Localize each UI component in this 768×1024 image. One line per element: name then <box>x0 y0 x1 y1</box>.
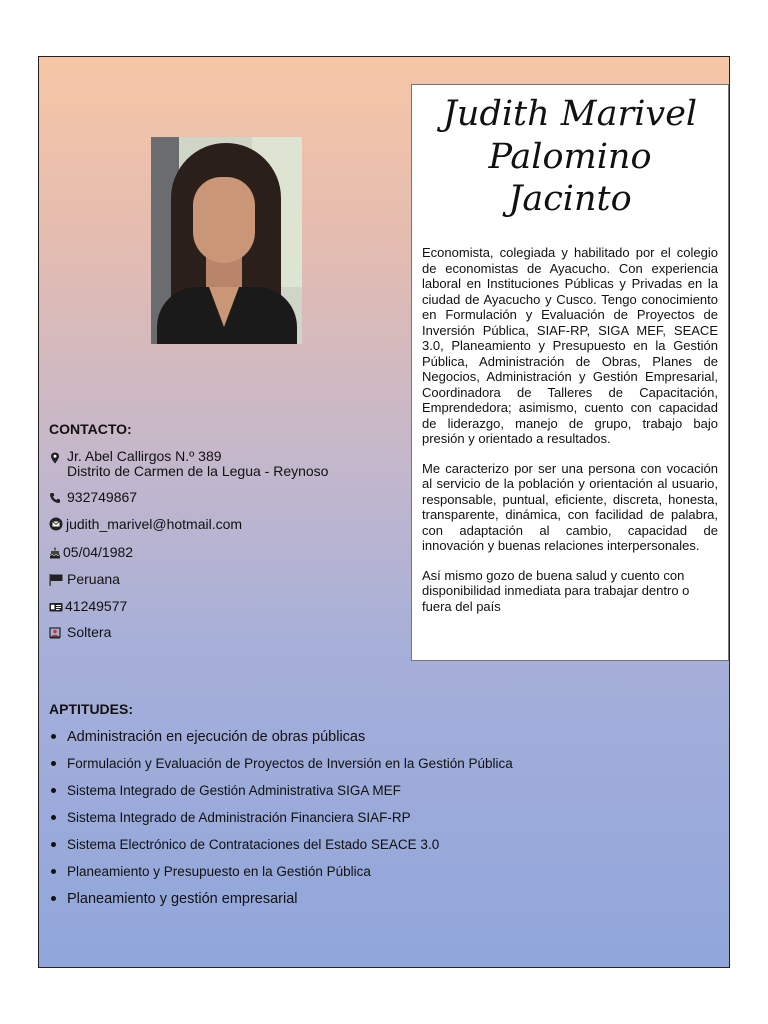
flag-icon <box>49 573 63 585</box>
contact-email: judith_marivel@hotmail.com <box>49 516 242 532</box>
profile-photo <box>151 137 302 344</box>
contact-birthdate: 05/04/1982 <box>49 544 133 560</box>
email-icon <box>49 517 63 531</box>
phone-icon <box>49 491 61 503</box>
location-pin-icon <box>49 451 61 463</box>
contact-address: Jr. Abel Callirgos N.º 389 Distrito de Carmen de la Legua - Reynoso <box>49 449 328 479</box>
skills-heading: APTITUDES: <box>49 701 133 717</box>
list-item: Formulación y Evaluación de Proyectos de Inversión en la Gestión Pública <box>49 754 513 781</box>
candidate-name: Judith Marivel Palomino Jacinto <box>442 94 698 220</box>
skills-list <box>49 727 513 916</box>
list-item: Planeamiento y gestión empresarial <box>49 889 513 916</box>
cv-page <box>38 56 730 968</box>
contact-phone: 932749867 <box>49 489 137 505</box>
portrait-icon <box>49 626 61 638</box>
list-item: Planeamiento y Presupuesto en la Gestión Pública <box>49 862 513 889</box>
list-item: Sistema Integrado de Gestión Administrativa SIGA MEF <box>49 781 513 808</box>
bio-panel <box>411 84 729 661</box>
id-card-icon <box>49 600 63 612</box>
bio-paragraph-3: Así mismo gozo de buena salud y cuento con disponibilidad inmediata para trabajar dentro o fuera del país <box>422 567 690 614</box>
contact-nationality: Peruana <box>49 571 120 587</box>
list-item: Administración en ejecución de obras públicas <box>49 727 513 754</box>
cake-icon <box>49 546 61 558</box>
contact-civil-status: Soltera <box>49 624 111 640</box>
bio-paragraph-1: Economista, colegiada y habilitado por el colegio de economistas de Ayacucho. Con experiencia laboral en Instituciones Públicas y Privadas en la ciudad de Ayacucho y Cusco. Tengo conocimiento en Formulación y Evaluación de Proyectos de Inversión Pública, SIAF-RP, SIGA MEF, SEACE 3.0, Planeamiento y Presupuesto en la Gestión Pública, Administración de Obras, Planes de Negocios, Administración y Gestión Empresarial, Coordinadora de Talleres de Capacitación, Emprendedora; asimismo, cuento con capacidad de liderazgo, manejo de grupo, trabajo bajo presión y orientado a resultados. <box>422 245 718 447</box>
contact-heading: CONTACTO: <box>49 421 132 437</box>
bio-paragraph-2: Me caracterizo por ser una persona con vocación al servicio de la población y orientación al usuario, responsable, puntual, eficiente, discreta, honesta, transparente, dinámica, con facilidad de palabra, con adaptación al cambio, capacidad de innovación y buenas relaciones interpersonales. <box>422 460 718 554</box>
list-item: Sistema Electrónico de Contrataciones del Estado SEACE 3.0 <box>49 835 513 862</box>
list-item: Sistema Integrado de Administración Financiera SIAF-RP <box>49 808 513 835</box>
contact-dni: 41249577 <box>49 598 127 614</box>
